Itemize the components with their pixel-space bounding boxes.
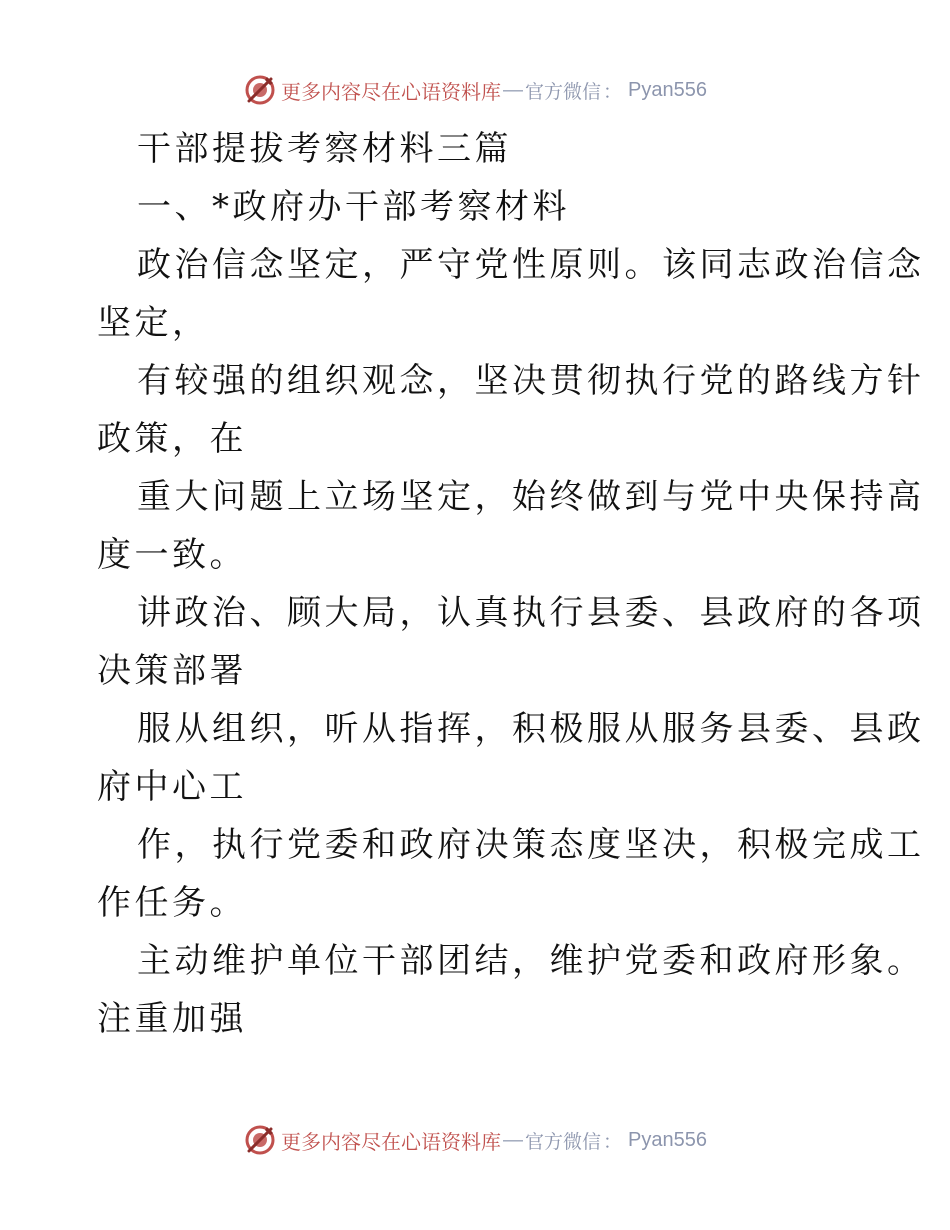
banner-promo-text: 更多内容尽在心语资料库 (281, 1129, 501, 1154)
footer-banner (0, 1120, 950, 1160)
paragraph-line: 决策部署 (97, 651, 247, 691)
paragraph-line: 重大问题上立场坚定，始终做到与党中央保持高 (137, 477, 925, 517)
paragraph-line: 主动维护单位干部团结，维护党委和政府形象。 (137, 941, 925, 981)
brush-seal-logo-icon (243, 1123, 277, 1157)
banner-colon: ： (603, 1130, 623, 1153)
section-heading: 一、*政府办干部考察材料 (137, 187, 570, 227)
document-body (97, 120, 925, 1048)
paragraph-line: 作，执行党委和政府决策态度坚决，积极完成工 (137, 825, 925, 865)
banner-dash: — (503, 78, 523, 101)
paragraph-line: 有较强的组织观念，坚决贯彻执行党的路线方针 (137, 361, 925, 401)
paragraph-line: 府中心工 (97, 767, 247, 807)
banner-dash: — (503, 1128, 523, 1151)
banner-wechat-label: 官方微信 (525, 1130, 602, 1153)
banner-wechat-label: 官方微信 (525, 80, 602, 103)
banner-wechat-handle: Pyan556 (628, 1128, 707, 1151)
paragraph-line: 度一致。 (97, 535, 247, 575)
header-banner (0, 70, 950, 110)
document-title: 干部提拔考察材料三篇 (137, 129, 512, 169)
paragraph-line: 政治信念坚定，严守党性原则。该同志政治信念 (137, 245, 925, 285)
banner-colon: ： (603, 80, 623, 103)
paragraph-line: 政策，在 (97, 419, 247, 459)
paragraph-line: 讲政治、顾大局，认真执行县委、县政府的各项 (137, 593, 925, 633)
paragraph-line: 注重加强 (97, 999, 247, 1039)
paragraph-line: 服从组织，听从指挥，积极服从服务县委、县政 (137, 709, 925, 749)
banner-promo-text: 更多内容尽在心语资料库 (281, 79, 501, 104)
brush-seal-logo-icon (243, 73, 277, 107)
banner-wechat-handle: Pyan556 (628, 78, 707, 101)
paragraph-line: 作任务。 (97, 883, 247, 923)
paragraph-line: 坚定， (97, 303, 210, 343)
